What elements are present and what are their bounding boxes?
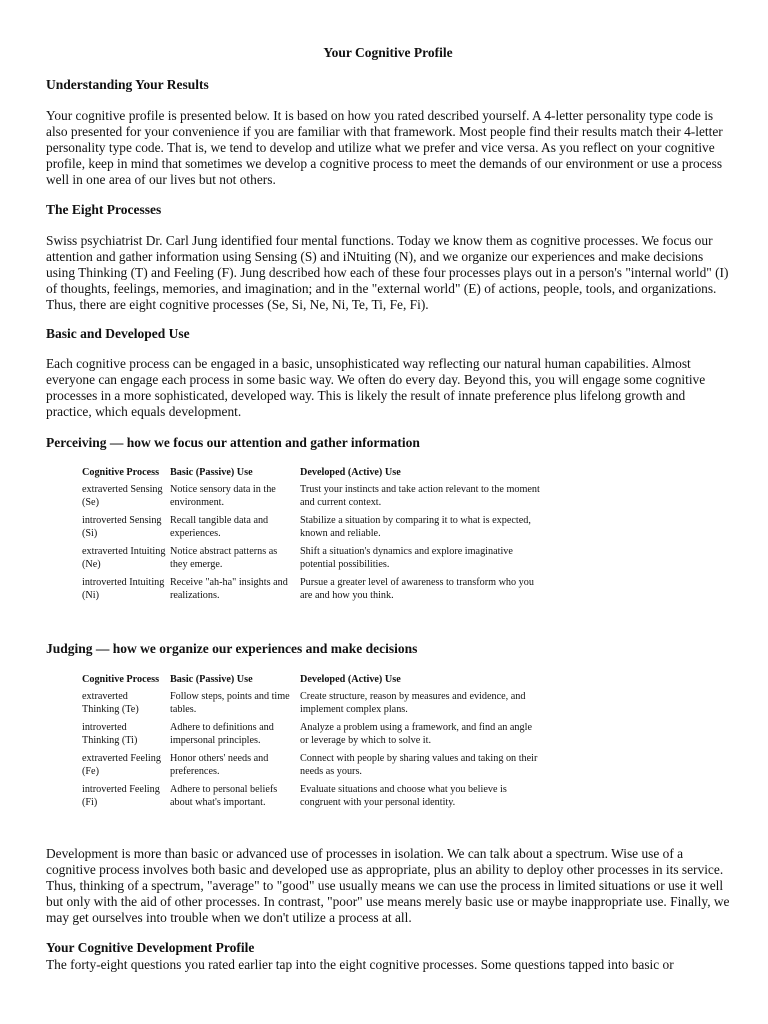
cell-basic: Follow steps, points and time tables. bbox=[170, 691, 290, 715]
cell-process: introverted Thinking (Ti) bbox=[82, 722, 138, 746]
header-developed: Developed (Active) Use bbox=[300, 467, 401, 478]
cell-process: introverted Sensing (Si) bbox=[82, 515, 162, 539]
table-row bbox=[82, 752, 544, 783]
header-basic: Basic (Passive) Use bbox=[170, 674, 253, 685]
cell-developed: Shift a situation's dynamics and explore imaginative potential possibilities. bbox=[300, 546, 513, 570]
header-developed: Developed (Active) Use bbox=[300, 674, 401, 685]
heading-judging: Judging — how we organize our experiences and make decisions bbox=[46, 641, 418, 656]
cell-process: introverted Feeling (Fi) bbox=[82, 784, 160, 808]
table-row bbox=[82, 721, 544, 752]
heading-perceiving: Perceiving — how we focus our attention and gather information bbox=[46, 435, 420, 450]
paragraph-eight-processes: Swiss psychiatrist Dr. Carl Jung identified four mental functions. Today we know them as cognitive processes. We focus our attention and gather information using Sensing (S) and iNtuiting (N), and we organize our experiences and make decisions using Thinking (T) and Feeling (F). Jung described how each of these four processes plays out in a person's "internal world" (I) of thoughts, feelings, memories, and imagination; and in the "external world" (E) of actions, people, tools, and organizations. Thus, there are eight cognitive processes (Se, Si, Ne, Ni, Te, Ti, Fe, Fi). bbox=[46, 233, 729, 312]
perceiving-table bbox=[82, 466, 544, 607]
cell-process: extraverted Intuiting (Ne) bbox=[82, 546, 166, 570]
document-title: Your Cognitive Profile bbox=[323, 45, 453, 60]
heading-eight-processes: The Eight Processes bbox=[46, 202, 162, 217]
cell-developed: Analyze a problem using a framework, and find an angle or leverage by which to solve it. bbox=[300, 722, 532, 746]
cell-basic: Honor others' needs and preferences. bbox=[170, 753, 269, 777]
paragraph-development-profile: The forty-eight questions you rated earlier tap into the eight cognitive processes. Some questions tapped into basic or bbox=[46, 957, 674, 972]
cell-process: extraverted Feeling (Fe) bbox=[82, 753, 161, 777]
paragraph-basic-developed: Each cognitive process can be engaged in a basic, unsophisticated way reflecting our natural human capabilities. Almost everyone can engage each process in some basic way. We often do every day. Beyond this, you will engage some cognitive processes in a more sophisticated, developed way. This is likely the result of innate preference plus lifelong growth and practice, which equals development. bbox=[46, 356, 706, 419]
cell-process: introverted Intuiting (Ni) bbox=[82, 577, 165, 601]
heading-basic-developed: Basic and Developed Use bbox=[46, 326, 190, 341]
cell-developed: Stabilize a situation by comparing it to what is expected, known and reliable. bbox=[300, 515, 531, 539]
table-row bbox=[82, 783, 544, 814]
cell-developed: Pursue a greater level of awareness to transform who you are and how you think. bbox=[300, 577, 534, 601]
heading-development-profile: Your Cognitive Development Profile bbox=[46, 940, 255, 955]
paragraph-development: Development is more than basic or advanced use of processes in isolation. We can talk about a spectrum. Wise use of a cognitive process involves both basic and developed use as appropriate, plus an ability to deploy other processes in its service. Thus, thinking of a spectrum, "average" to "good" use usually means we can use the process in limited situations or use it well but only with the aid of other processes. In contrast, "poor" use means merely basic use or maybe inappropriate use. Finally, we may get ourselves into trouble when we don't utilize a process at all. bbox=[46, 846, 730, 925]
cell-basic: Receive "ah-ha" insights and realizations. bbox=[170, 577, 288, 601]
judging-table bbox=[82, 673, 544, 814]
cell-basic: Notice abstract patterns as they emerge. bbox=[170, 546, 278, 570]
cell-basic: Recall tangible data and experiences. bbox=[170, 515, 269, 539]
table-header-row bbox=[82, 673, 544, 690]
paragraph-understanding: Your cognitive profile is presented below. It is based on how you rated described yourself. A 4-letter personality type code is also presented for your convenience if you are familiar with that framework. Most people find their results match their 4-letter personality type code. That is, we tend to develop and utilize what we prefer and vice versa. As you reflect on your cognitive profile, keep in mind that sometimes we develop a cognitive process to meet the demands of our environment or use a process well in one area of our lives but not others. bbox=[46, 108, 723, 187]
cell-developed: Evaluate situations and choose what you believe is congruent with your personal identity. bbox=[300, 784, 507, 808]
header-process: Cognitive Process bbox=[82, 467, 160, 478]
header-process: Cognitive Process bbox=[82, 674, 160, 685]
table-row bbox=[82, 576, 544, 607]
header-basic: Basic (Passive) Use bbox=[170, 467, 253, 478]
table-row bbox=[82, 483, 544, 514]
cell-basic: Adhere to definitions and impersonal principles. bbox=[170, 722, 274, 746]
cell-basic: Adhere to personal beliefs about what's important. bbox=[170, 784, 278, 808]
cell-process: extraverted Thinking (Te) bbox=[82, 691, 139, 715]
cell-process: extraverted Sensing (Se) bbox=[82, 484, 163, 508]
cell-basic: Notice sensory data in the environment. bbox=[170, 484, 276, 508]
table-header-row bbox=[82, 466, 544, 483]
heading-understanding: Understanding Your Results bbox=[46, 77, 209, 92]
table-row bbox=[82, 690, 544, 721]
cell-developed: Connect with people by sharing values and taking on their needs as yours. bbox=[300, 753, 538, 777]
table-row bbox=[82, 514, 544, 545]
table-row bbox=[82, 545, 544, 576]
cell-developed: Create structure, reason by measures and evidence, and implement complex plans. bbox=[300, 691, 526, 715]
cell-developed: Trust your instincts and take action relevant to the moment and current context. bbox=[300, 484, 540, 508]
